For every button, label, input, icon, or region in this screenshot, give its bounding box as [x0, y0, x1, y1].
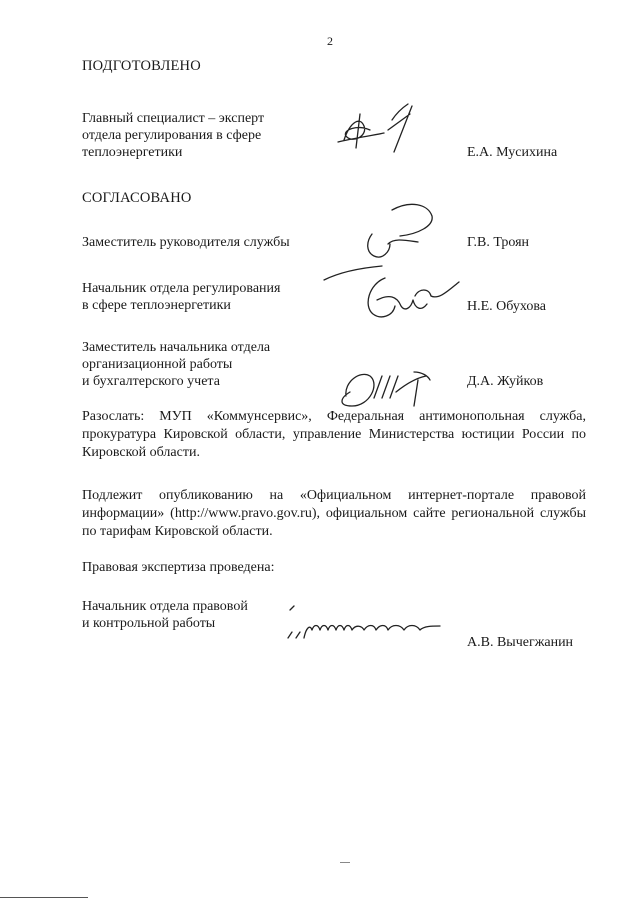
scan-mark	[340, 862, 350, 863]
signature-obukhova	[355, 266, 465, 326]
signer-name-troyan: Г.В. Троян	[467, 235, 530, 250]
position-line: в сфере теплоэнергетики	[82, 298, 231, 313]
signature-vychegzhanin	[282, 602, 452, 652]
signature-zhuikov	[330, 362, 440, 412]
position-line: Начальник отдела правовой	[82, 599, 248, 614]
position-line: Заместитель начальника отдела	[82, 340, 271, 355]
prepared-name: Е.А. Мусихина	[467, 145, 558, 160]
position-line: и контрольной работы	[82, 616, 216, 631]
position-line: отдела регулирования в сфере	[82, 128, 262, 143]
signature-musikhina	[330, 100, 430, 160]
legal-review-position	[82, 598, 248, 632]
signer-position	[82, 339, 270, 390]
publication-text: Подлежит опубликованию на «Официальном интернет-портале правовой информации» (http://www.pravo.gov.ru), официальном сайте региональной службы по тарифам Кировской области.	[82, 488, 586, 539]
position-line: теплоэнергетики	[82, 145, 183, 160]
page-number: 2	[327, 34, 333, 48]
signature-troyan	[320, 196, 440, 276]
position-line: организационной работы	[82, 357, 233, 372]
signer-position: Заместитель руководителя службы	[82, 235, 290, 250]
agreed-heading: СОГЛАСОВАНО	[82, 190, 192, 206]
signer-position	[82, 280, 280, 314]
legal-review-statement: Правовая экспертиза проведена:	[82, 560, 275, 575]
prepared-position	[82, 110, 264, 161]
distribution-text: Разослать: МУП «Коммунсервис», Федеральная антимонопольная служба, прокуратура Кировской области, управление Министерства юстиции России по Кировской области.	[82, 409, 586, 460]
signer-name-obukhova: Н.Е. Обухова	[467, 299, 546, 314]
position-line: Начальник отдела регулирования	[82, 281, 281, 296]
legal-review-name: А.В. Вычегжанин	[467, 635, 574, 650]
position-line: и бухгалтерского учета	[82, 374, 220, 389]
position-line: Главный специалист – эксперт	[82, 111, 265, 126]
prepared-heading: ПОДГОТОВЛЕНО	[82, 58, 201, 74]
bottom-rule	[0, 897, 88, 898]
signer-name-zhuikov: Д.А. Жуйков	[467, 374, 544, 389]
